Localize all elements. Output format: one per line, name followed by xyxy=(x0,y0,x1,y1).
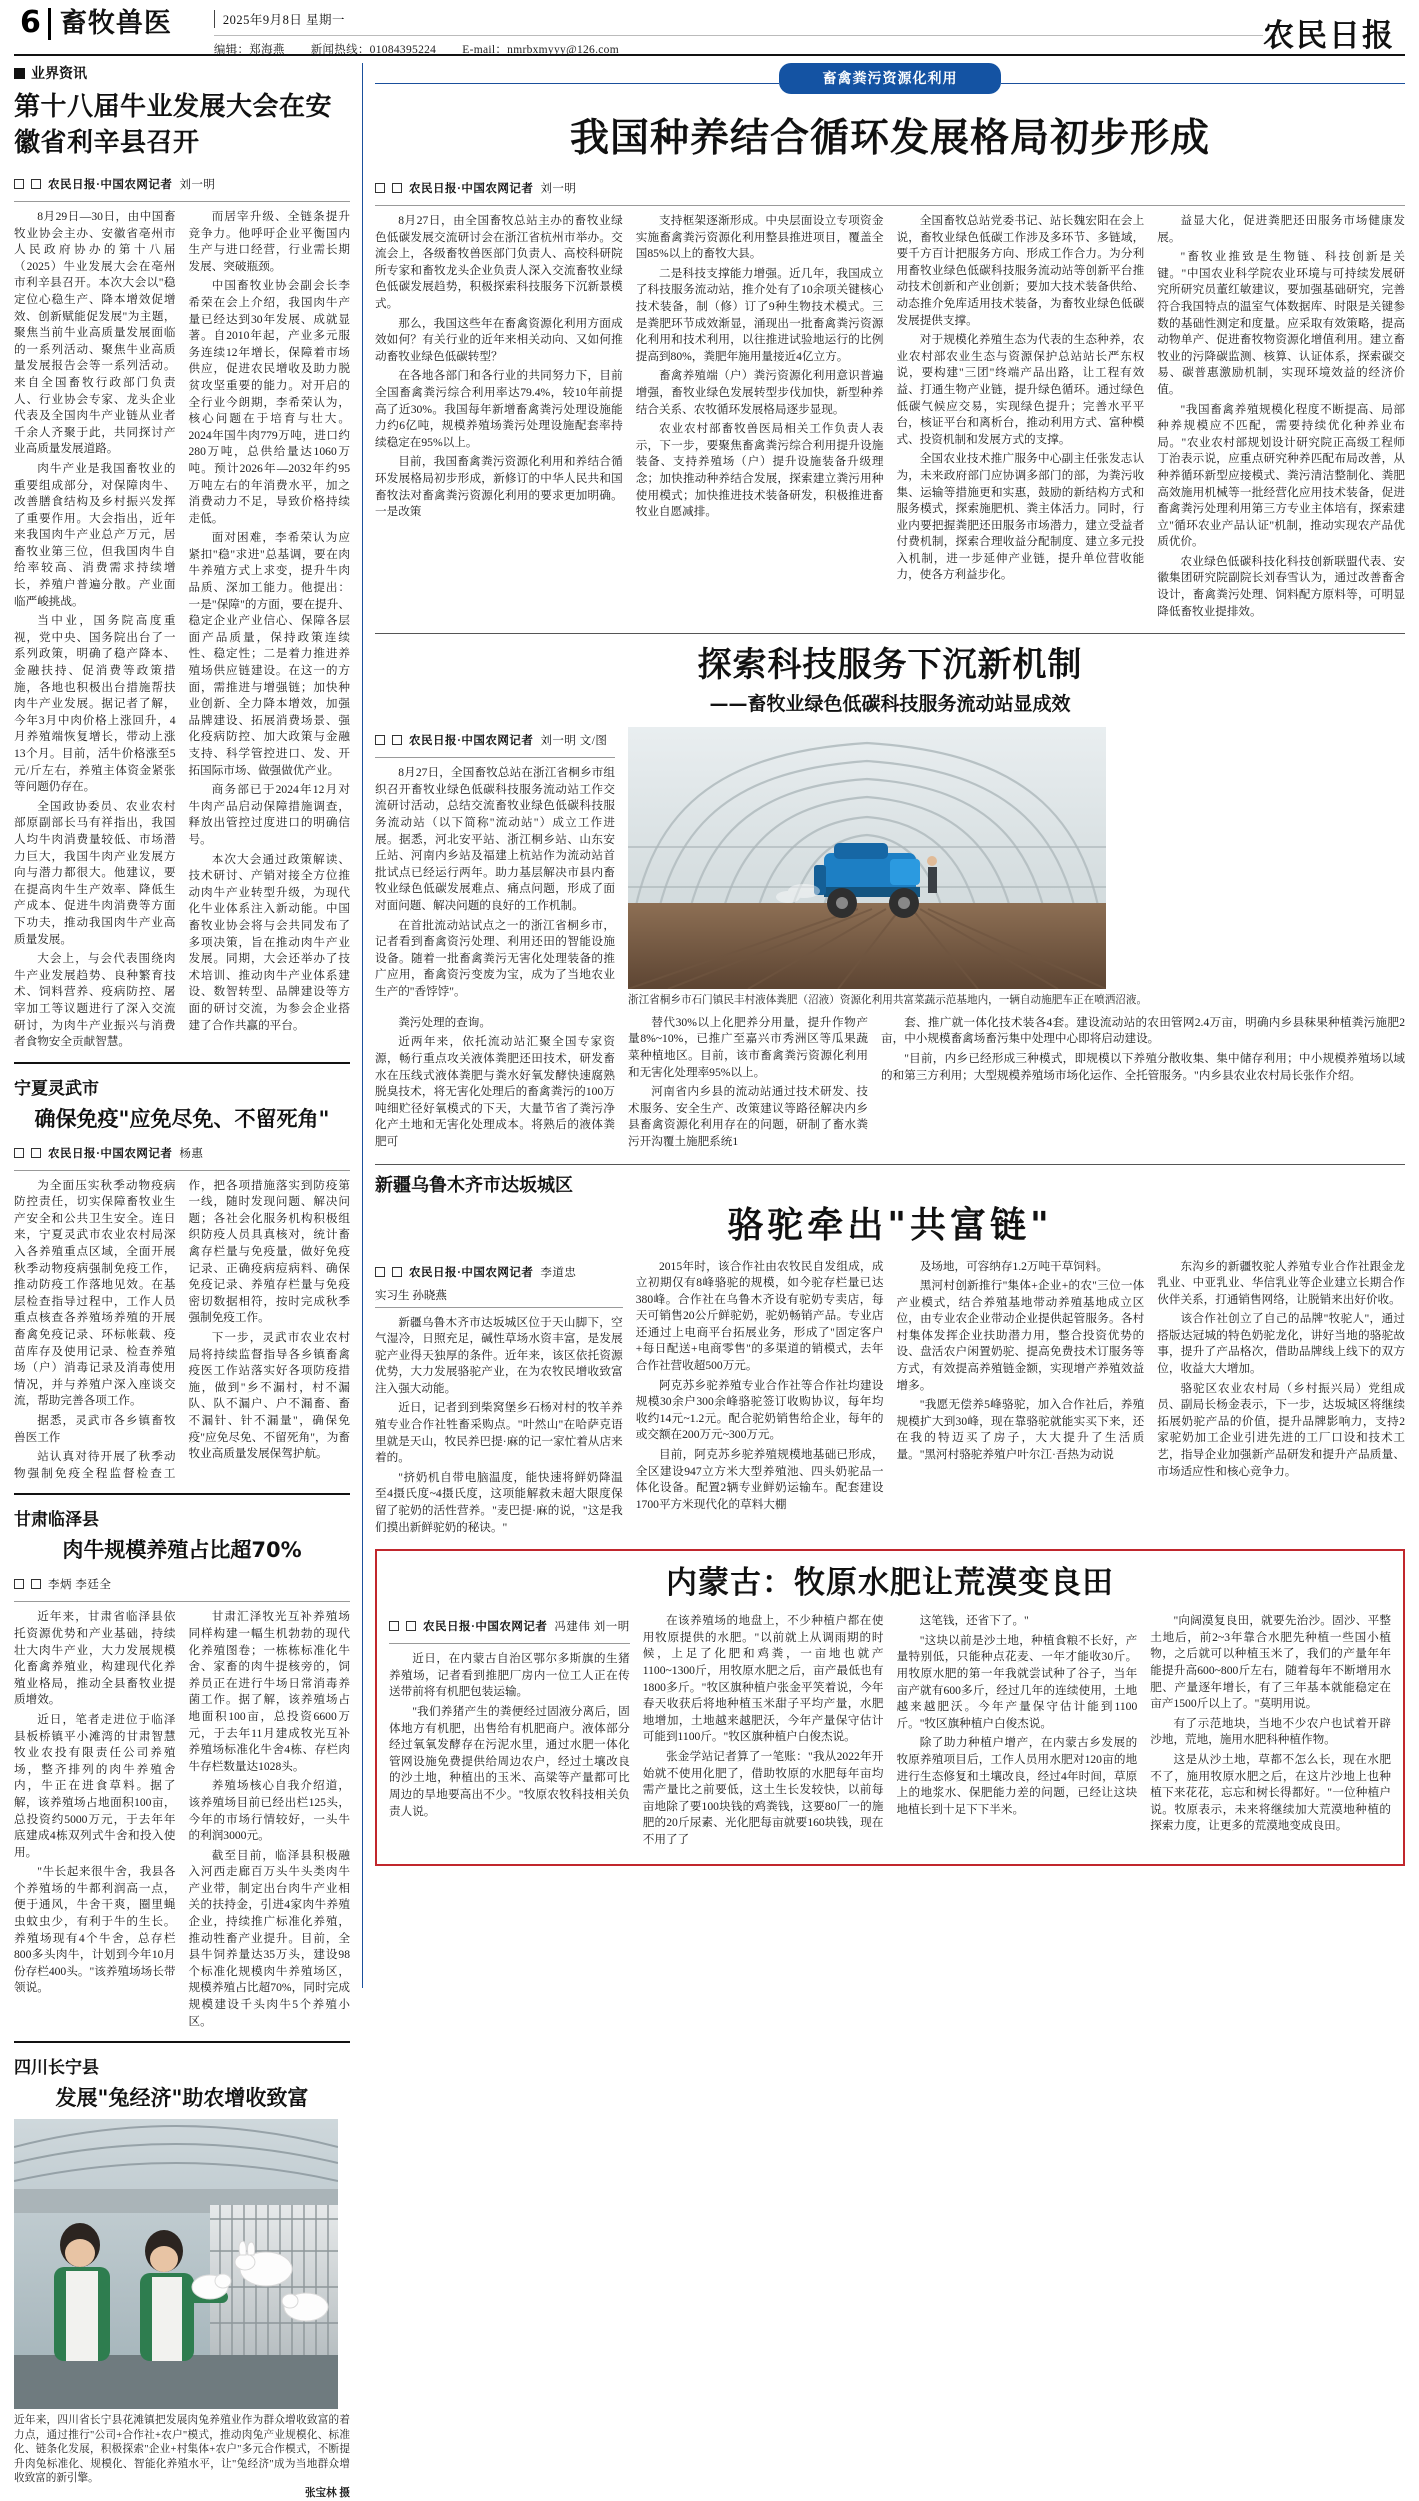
paragraph: 目前，阿克苏乡驼养殖规模地基础已形成，全区建设947立方米大型养殖池、四头奶驼品一体化设备。配置2辆专业鲜奶运输车。配套建设1700平方米现代化的草料大棚 xyxy=(635,1448,884,1511)
intern-label: 实习生 xyxy=(375,1289,410,1302)
paragraph: 阿克苏乡驼养殖专业合作社等合作社均建设规模30余户300余峰骆驼签订收购协议，每年均收约14元~1.2元。配合驼奶销售给企业，每年的或交额在200万元~300万元。 xyxy=(635,1378,884,1442)
byline-author: 刘一明 xyxy=(179,179,216,191)
paragraph: 近日，笔者走进位于临泽县板桥镇平小滩湾的甘肃智慧牧业农投有限责任公司养殖场，整齐排列的肉牛养殖舍内，牛正在进食草料。据了解，该养殖场占地面积100亩，总投资约5000万元，于去年年底建成4栋双列式牛舍和投入使用。 xyxy=(14,1712,176,1859)
paragraph: "目前，内乡已经形成三种模式，即规模以下养殖分散收集、集中储存利用；中小规模养殖场以域的和第三方利用；大型规模养殖场市场化运作、全托管服务。"内乡县农业农村局长张作介绍。 xyxy=(881,1051,1405,1082)
rule xyxy=(375,757,615,758)
paragraph: 农业农村部畜牧兽医局相关工作负责人表示，下一步，要聚焦畜禽粪污综合利用提升设施装备、支持养殖场（户）提升设施装备升级理念；加快推动种养结合发展，探索建立粪污用种使用模式；加快推进技术装备研发，积极推进畜牧业自愿减排。 xyxy=(635,422,884,519)
paragraph: 除了助力种植户增产，在内蒙古乡发展的牧原养殖项目后，工作人员用水肥对120亩的地进行生态修复和土壤改良，经过4年时间，草原上的地浆水、保肥能力差的问题，已经让这块地植长到十足下下半米。 xyxy=(896,1736,1138,1816)
paragraph: 有了示范地块，当地不少农户也试着开辟沙地，荒地，施用水肥科种植作物。 xyxy=(1150,1716,1391,1747)
paragraph: "牛长起来很牛舍，我县各个养殖场的牛都利润高一点，便于通风，牛舍干爽，圈里蝇虫蚊虫少，有利于牛的生长。养殖场现有4个牛舍，总存栏800多头肉牛，计划到今年10月份存栏400头。"该养殖场场长带领说。 xyxy=(14,1865,176,1995)
byline-box-icon xyxy=(375,183,385,193)
article-science-service xyxy=(375,642,1405,1153)
byline-author: 杨惠 xyxy=(179,1147,204,1160)
byline-box-icon xyxy=(14,1148,24,1158)
rule xyxy=(14,1170,350,1171)
paragraph: 骆驼区农业农村局（乡村振兴局）党组成员、副局长杨金表示，下一步，达坂城区将继续拓展奶驼产品的价值，提升品牌影响力，支持2家驼奶加工企业引进先进的工厂口设和技术工艺，指导企业加强新产品研发和提升产品质量、市场适应性和核心竞争力。 xyxy=(1157,1381,1405,1478)
byline xyxy=(389,1613,630,1641)
main-body xyxy=(375,213,1405,623)
article-headline: 肉牛规模养殖占比超70% xyxy=(62,1538,302,1563)
rule xyxy=(375,205,1405,206)
masthead-info xyxy=(214,8,1263,57)
article-body xyxy=(375,727,1405,1009)
paragraph: 站认真对待开展了秋季动物强制免疫全程监督检查工作，把各项措施落实到防疫第一线，随时发现问题、解决问题；各社会化服务机构积极组织防疫人员具真核对，统计畜禽存栏量与免疫量，做好免疫记录、正确疫病痘病料、确保免疫记录、养殖存栏量与免疫密切数据相符，按时完成秋季强制免疫工作。 xyxy=(14,1178,350,1480)
paragraph: 近两年来，依托流动站汇聚全国专家资源，畅行重点攻关液体粪肥还田技术，研发畜水在压线式液体粪肥与粪水好氧发酵快速腐熟脱臭技术，将无害化处理后的畜禽粪污的100万吨细贮径好氧模式的下天，大量节省了粪污净化产土地和无害化处理成本。将熟后的液体粪肥可 xyxy=(375,1035,615,1148)
body-column xyxy=(897,213,1145,623)
body-column xyxy=(636,1259,884,1540)
body-column xyxy=(375,1259,623,1540)
rule xyxy=(14,1062,350,1064)
paragraph: 这是从沙土地，草都不怎么长，现在水肥不了，施用牧原水肥之后，在这片沙地上也种植下来花花，忘忘和树长得都好。"一位种植户说。牧原表示，未来将继续加大荒漠地种植的探索力度，让更多的荒漠地变成良田。 xyxy=(1150,1752,1391,1833)
masthead-divider xyxy=(48,8,51,40)
body-column xyxy=(1157,213,1405,623)
photo-caption: 浙江省桐乡市石门镇民丰村液体粪肥（沼液）资源化利用共富菜蔬示范基地内，一辆自动施肥车正在喷洒沼液。 xyxy=(628,995,1148,1007)
byline-box-icon xyxy=(392,735,402,745)
body-column xyxy=(375,1015,615,1154)
article-body xyxy=(14,1178,350,1483)
byline-source: 农民日报·中国农网记者 xyxy=(48,179,173,191)
paragraph: 养殖场核心自我介绍道，该养殖场目前已经出栏125头，今年的市场行情较好，一头牛的利润3000元。 xyxy=(188,1779,350,1843)
section-kicker xyxy=(14,63,350,83)
caption-text: 近年来，四川省长宁县花滩镇把发展肉兔养殖业作为群众增收致富的着力点，通过推行"公司+合作社+农户"模式，推动肉兔产业规模化、标准化、链条化发展，积极探索"企业+村集体+农户"多元合作模式，不断提升肉兔标准化、规模化、智能化养殖水平，让"兔经济"成为当地群众增收致富的新引擎。 xyxy=(14,2415,350,2485)
paragraph: "我们养猪产生的粪便经过固液分离后，固体地方有机肥，出售给有机肥商户。液体部分经过氧氧发酵存在污泥水里，通过水肥一体化管网设施免费提供给周边农户，经过土壤改良的沙土地，种植出的玉米、高粱等产量都可比周边的旱地要高出不少。"牧原农牧科技相关负责人说。 xyxy=(389,1705,630,1818)
main-byline xyxy=(375,175,1405,203)
article-subheadline: ——畜牧业绿色低碳科技服务流动站显成效 xyxy=(709,693,1071,716)
article-body xyxy=(389,1613,1391,1851)
page-number: 6 xyxy=(20,5,41,40)
byline-box-icon xyxy=(31,1579,41,1589)
paragraph: 二是科技支撑能力增强。近几年，我国成立了科技服务流动站，推介处有了10余项关键核心技术装备，制（修）订了9种生物技术模式。三是粪肥环节成效渐显，涌现出一批畜禽粪污资源化利用和技术利用，以往推进试验地运行的比例提高到80%，粪肥年施用量接近4亿立方。 xyxy=(635,266,884,363)
article-gansu xyxy=(14,1508,350,2030)
main-headline: 我国种养结合循环发展格局初步形成 xyxy=(569,116,1210,161)
paragraph: 2015年时，该合作社由农牧民自发组成，成立初期仅有8峰骆驼的规模，如今驼存栏量已达380峰。合作社在乌鲁木齐设有驼奶专卖店，每天可销售20公斤鲜驼奶，驼奶畅销产品。专业店还通过上电商平台拓展业务，形成了"固定客户+每日配送+电商零售"的多渠道的销模式，去年合作社营收超500万元。 xyxy=(635,1259,884,1373)
body-column xyxy=(1157,1259,1405,1540)
body-column xyxy=(643,1613,884,1851)
byline xyxy=(375,727,615,755)
article-body xyxy=(14,1609,350,2030)
paragraph: 面对困难，李希荣认为应紧扣"稳"求进"总基调，要在肉牛养殖方式上求变，提升牛肉品质、深加工能力。他提出：一是"保障"的方面，要在提升、稳定企业产业信心、保障各层面产品质量，保持政策连续性、稳定性；二是着力推进养殖场供应链建设。在这一的方面，需推进与增强链；加快种业创新、全力降本增效，加强品牌建设、拓展消费场景、强化疫病防控、加大政策与金融支持、科学管控进口、发、开拓国际市场、做强做优产业。 xyxy=(188,531,350,777)
paragraph: 全国畜牧总站党委书记、站长魏宏阳在会上说，畜牧业绿色低碳工作涉及多环节、多链域，要千方百计把服务方向、形成工作合力。为分利用畜牧业绿色低碳科技服务流动站等创新平台推动技术创新和产业创新；要加大技术装备供给、动态推介免库适用技术装备，为畜牧业绿色低碳发展提供支撑。 xyxy=(896,214,1145,327)
byline-author: 冯建伟 刘一明 xyxy=(554,1621,630,1634)
kicker-square-icon xyxy=(14,68,25,79)
rule xyxy=(375,1164,1405,1165)
byline-source: 农民日报·中国农网记者 xyxy=(423,1621,548,1634)
byline-box-icon xyxy=(389,1621,399,1631)
article-body xyxy=(375,1259,1405,1540)
lead-body xyxy=(14,209,350,1051)
lead-headline: 第十八届牛业发展大会在安徽省利辛县召开 xyxy=(14,92,333,158)
photo-caption xyxy=(14,2414,350,2501)
lead-byline xyxy=(14,171,350,199)
paragraph: 支持框架逐渐形成。中央层面设立专项资金实施畜禽粪污资源化利用整县推进项目，覆盖全国85%以上的畜牧大县。 xyxy=(635,214,884,261)
body-column xyxy=(636,213,884,623)
body-column xyxy=(897,1613,1138,1851)
editor-label: 编辑：郑海燕 xyxy=(213,44,285,56)
paragraph: 在各地各部门和各行业的共同努力下，目前全国畜禽粪污综合利用率达79.4%，较10年前提高了近30%。我国每年新增畜禽粪污处理设施能力约6亿吨，规模养殖场粪污处理设施配套率持续稳定在95%以上。 xyxy=(375,369,623,449)
region-label: 宁夏灵武市 xyxy=(14,1078,99,1099)
region-label: 甘肃临泽县 xyxy=(14,1510,99,1531)
paragraph: 目前，我国畜禽粪污资源化利用和养结合循环发展格局初步形成，新修订的中华人民共和国畜牧法对畜禽粪污资源化利用的要求更加明确。一是改策 xyxy=(375,455,623,519)
photo-credit: 张宝林 摄 xyxy=(304,2487,350,2499)
masthead xyxy=(14,0,1405,56)
byline-source: 农民日报·中国农网记者 xyxy=(409,1266,534,1279)
body-column xyxy=(881,1015,1405,1154)
paragraph: 张金学站记者算了一笔账："我从2022年开始就不使用化肥了，借助牧原的水肥每年亩均需产量比之前要低，这土生长发较快，以前每亩地除了要100块钱的鸡粪钱，这要80厂一的施肥的20斤尿素、光化肥每亩就要160块钱，现在不用了了 xyxy=(642,1749,884,1846)
intern-name: 孙晓燕 xyxy=(412,1289,447,1302)
byline-box-icon xyxy=(31,1148,41,1158)
paragraph: 益显大化，促进粪肥还田服务市场健康发展。 xyxy=(1157,214,1405,244)
paragraph: 东沟乡的新疆牧驼人养殖专业合作社跟金龙乳业、中亚乳业、华信乳业等企业建立长期合作伙伴关系，打通销售网络，让脱销来出好价收。 xyxy=(1157,1259,1405,1306)
body-column xyxy=(897,1259,1145,1540)
paragraph: 黑河村创新推行"集体+企业+的农"三位一体产业模式，结合养殖基地带动养殖基地成立区位，由专业农企业带动企业提供起管服务。各村村集体发挥企业扶助潜力用，整合投资优势的设、盘活农户闲置奶驼、提高免费技术订服务等方式，有效提高养殖链金额，实现增产养殖效益增多。 xyxy=(896,1279,1145,1392)
article-headline: 骆驼牵出"共富链" xyxy=(727,1204,1053,1246)
photo-and-columns xyxy=(628,727,1405,1009)
rule xyxy=(375,633,1405,634)
byline-box-icon xyxy=(31,179,41,189)
rule xyxy=(375,1307,623,1308)
paragraph: "挤奶机自带电脑温度，能快速将鲜奶降温至4摄氏度~4摄氏度，这项能解救未超大限度保留了驼奶的活性营养。"麦巴提·麻的说，"这是我们摸出新鲜驼奶的秘诀。" xyxy=(375,1470,623,1534)
rule xyxy=(14,201,350,202)
paragraph: 套、推广就一体化技术装各4套。建设流动站的农田管网2.4万亩，明确内乡县秣果种植粪污施肥2亩，中小规模畜禽场畜污集中处理中心即将启动建设。 xyxy=(881,1015,1405,1046)
banner-rule-left xyxy=(375,83,779,84)
paragraph: 对于规模化养殖生态为代表的生态种养，农业农村部农业生态与资源保护总站站长严东权说，要构建"三团"终端产品出路，让工程有效益、打通生物产业链，提升绿色循环。通过绿色低碳气候应交易，实现绿色提升；完善水平平台，核证平台和离析台，推动利用方式、富种模式、投资机制和发展方式的支撑。 xyxy=(896,333,1145,446)
byline-author: 李道忠 xyxy=(540,1266,577,1279)
paragraph: 这笔钱，还省下了。" xyxy=(919,1614,1029,1628)
paragraph: 据悉，灵武市各乡镇畜牧兽医工作 xyxy=(14,1414,176,1444)
article-headline: 确保免疫"应免尽免、不留死角" xyxy=(34,1106,330,1131)
paragraph: 大会上，与会代表围绕肉牛产业发展趋势、良种繁育技术、饲料营养、疫病防控、屠宰加工等议题进行了深入交流研讨，为肉牛产业振兴与消费者食物安全贡献智慧。 xyxy=(14,952,176,1049)
paragraph: 全国政协委员、农业农村部原副部长马有祥指出，我国人均牛肉消费量较低、市场潜力巨大，我国牛肉产业发展方向与潜力都很大。他建议，要在提高肉牛生产效率、降低生产成本、促进牛肉消费等方面下功夫，推动我国肉牛产业高质量发展。 xyxy=(14,799,176,946)
article-headline: 内蒙古：牧原水肥让荒漠变良田 xyxy=(666,1565,1114,1602)
paragraph: 商务部已于2024年12月对牛肉产品启动保障措施调查，释放出管控过度进口的明确信号。 xyxy=(188,783,350,846)
byline xyxy=(14,1571,350,1599)
paragraph: 全国农业技术推广服务中心副主任张发志认为，未来政府部门应协调多部门的部，为粪污收集、运输等措施更和实惠，鼓励的新结构方式和服务模式，探索施肥机、粪主体活力。同时，行业内要把握粪肥还田服务市场潜力，建立受益者付费机制，探索合理收益分配制度、建立多元投入机制，进一步延伸产业链，提升单位营收能力，使各方利益步化。 xyxy=(896,452,1145,582)
byline-box-icon xyxy=(14,1579,24,1589)
issue-date: 2025年9月8日 星期一 xyxy=(214,10,1263,28)
article-sichuan xyxy=(14,2056,350,2501)
greenhouse-slurry-photo xyxy=(628,727,1405,989)
paragraph: 肉牛产业是我国畜牧业的重要组成部分，对保障肉牛、改善膳食结构及乡村振兴发挥了重要作用。大会指出，近年来我国肉牛产业总产万元，居畜牧业第三位，但我国肉牛自给率较高、消费需求持续增长，养殖户普遍分散。产业面临严峻挑战。 xyxy=(14,461,176,608)
paragraph: "我国畜禽养殖规模化程度不断提高、局部种养规模应不匹配，需要持续优化种养业布局。"农业农村部规划设计研究院正高级工程师丁治表示说，应重点研究种养匹配布局改善，从种养循环新型应接模式、粪污清洁整制化、粪肥高效施用机械等一批经营化应用技术装备，促进畜禽粪污处理利用第三方专业主体培有，探索建立"循环农业产品认证"机制，推动实现农产品优质优价。 xyxy=(1157,402,1405,549)
article-ningxia xyxy=(14,1077,350,1483)
body-column xyxy=(375,727,615,1009)
byline-intern xyxy=(375,1287,623,1303)
body-column xyxy=(389,1613,630,1851)
kicker-label: 业界资讯 xyxy=(31,66,87,82)
byline-author: 刘一明 文/图 xyxy=(540,735,608,748)
paragraph: 甘肃汇泽牧光互补养殖场同样构建一幅生机勃勃的现代化养殖图卷；一栋栋标准化牛舍、家畜的肉牛提核旁的，饲养员正在进行牛场日常消毒养菌工作。据了解，该养殖场占地面积100亩，总投资6600万元，于去年11月建成牧光互补养殖场标准化牛舍4栋、存栏肉牛存栏数量达1028头。 xyxy=(188,1610,350,1773)
article-inner-mongolia-box xyxy=(375,1549,1405,1865)
byline-author: 刘一明 xyxy=(540,183,577,195)
body-column xyxy=(375,213,623,623)
byline-source: 农民日报·中国农网记者 xyxy=(409,735,534,748)
paragraph: "向阔漠复良田，就要先治沙。固沙、平整土地后，前2~3年靠合水肥先种植一些国小植物，之后就可以种植玉米了，我们的产量年年能提升高600~800斤左右，随着每年不断增用水肥、产量逐年增长，有了三年基本就能稳定在亩产1500斤以上了。"莫明用说。 xyxy=(1150,1614,1391,1711)
byline-box-icon xyxy=(392,183,402,193)
paragraph: 8月27日，全国畜牧总站在浙江省桐乡市组织召开畜牧业绿色低碳科技服务流动站工作交流研讨活动，总结交流畜牧业绿色低碳科技服务流动站（以下简称"流动站"）成立工作进展。据悉，河北安平站、浙江桐乡站、山东安丘站、河南内乡站及福建上杭站作为流动站首批试点已经运行两年。助力基层解决市县内畜牧业绿色低碳发展难点、痛点问题，形成了面对面问题、解决问题的良好的工作机制。 xyxy=(375,766,615,912)
byline-source: 农民日报·中国农网记者 xyxy=(409,183,534,195)
article-headline: 探索科技服务下沉新机制 xyxy=(697,645,1083,686)
byline xyxy=(14,1140,350,1168)
page-body xyxy=(14,63,1405,2499)
hotline-label: 新闻热线：01084395224 xyxy=(310,44,437,56)
article-headline: 发展"兔经济"助农增收致富 xyxy=(55,2086,309,2111)
email-label: E-mail：nmrbxmyyy@126.com xyxy=(462,44,619,56)
paragraph: 截至目前，临泽县积极融入河西走廊百万头牛头类肉牛产业带，制定出台肉牛产业相关的扶持金，引进4家肉牛养殖企业，持续推广标准化养殖，推动牲畜产业提升。目前，全县牛饲养量达35万头，建设98个标准化规模肉牛养殖场区，规模养殖占比超70%，同时完成规模建设千头肉牛5个养殖小区。 xyxy=(188,1848,350,2028)
byline-box-icon xyxy=(375,735,385,745)
paragraph: 而居宰升级、全链条提升竞争力。他呼吁企业平衡国内生产与进口经营，行业需长期发展、突破瓶颈。 xyxy=(188,210,350,273)
right-column xyxy=(362,63,1405,1988)
paragraph: 在首批流动站试点之一的浙江省桐乡市，记者看到畜禽资污处理、利用还田的智能设施设备。随着一批畜禽粪污无害化处理装备的推广应用，畜禽资污变废为宝，成为了当地农业生产的"香饽饽"。 xyxy=(375,918,615,998)
paragraph: "这块以前是沙土地，种植食粮不长好，产量特别低，只能种点花麦、一年才能收30斤。用牧原水肥的第一年我就尝试种了谷子，当年亩产就有600多斤，经过几年的连续使用，土地越来越肥沃。今年产量保守估计能到1100斤。"牧区旗种植户白俊杰说。 xyxy=(896,1633,1138,1730)
article-body-lower xyxy=(375,1015,1405,1154)
paragraph: 近日，在内蒙古自治区鄂尔多斯旗的生猪养殖场，记者看到推肥厂房内一位工人正在传送带前将有机肥包装运输。 xyxy=(389,1652,630,1699)
rule xyxy=(14,1493,350,1495)
paragraph: 近日，记者到到柴窝堡乡石杨对村的牧羊养殖专业合作社牲畜采购点。"叶然山"在哈萨克语里就是天山，牧民养巴提·麻的记一家忙着从店来着的。 xyxy=(375,1401,623,1465)
body-column xyxy=(628,1015,868,1154)
paragraph: 在该养殖场的地盘上，不少种植户都在使用牧原提供的水肥。"以前就上从调雨期的时候，上足了化肥和鸡粪，一亩地也就产1100~1300斤，用牧原水肥之后，亩产最低也有1800多斤。"牧区旗种植户张金平笑着说，今年春天收获后将地种植玉米甜子平均产量，水肥地增加，土地越来越肥沃，今年产量保守估计可能到1100斤。"牧区旗种植户白俊杰说。 xyxy=(642,1614,884,1744)
paragraph: 中国畜牧业协会副会长李希荣在会上介绍，我国肉牛产量已经达到30年发展、成就显著。自2010年起，产业多元服务连续12年增长，保障着市场供应，促进农民增收及助力脱贫攻坚重要的能力。对开启的全行业今朗期，李希荣认为，核心问题在于培育与壮大。2024年国牛肉779万吨，进口约280万吨，总供给量达1060万吨。预计2026年—2032年约95万吨左右的年消费水平，加之消费动力不足，导致价格持续走低。 xyxy=(188,279,350,525)
byline-box-icon xyxy=(14,179,24,189)
banner-rule-right xyxy=(1001,83,1405,84)
paragraph: 粪污处理的查询。 xyxy=(398,1015,491,1029)
rule xyxy=(389,1643,630,1644)
byline-box-icon xyxy=(392,1267,402,1277)
region-label: 四川长宁县 xyxy=(14,2058,99,2079)
rule xyxy=(14,1601,350,1602)
paragraph: "我愿无偿养5峰骆驼，加入合作社后，养殖规模扩大到30峰，现在靠骆驼就能实买下来，还在我的特迈买了房子，大大提升了生活质量。"黑河村骆驼养殖户叶尔江·吾热为动说 xyxy=(896,1398,1145,1462)
paragraph: 本次大会通过政策解读、技术研讨、产销对接全方位推动肉牛产业转型升级，为现代化牛业体系注入新动能。中国畜牧业协会将与会共同发布了多项决策，旨在推动肉牛产业发展。同期，大会还举办了技术培训、推动肉牛产业体系建设、数智转型、品牌建设等方面的研讨交流，为参会企业搭建了合作共赢的平台。 xyxy=(188,852,350,1032)
byline-box-icon xyxy=(375,1267,385,1277)
rabbit-farm-photo xyxy=(14,2119,350,2409)
byline-author: 李炳 李廷全 xyxy=(48,1579,112,1592)
paragraph: 及场地，可容纳存1.2万吨干草饲料。 xyxy=(919,1259,1109,1273)
paragraph: 那么，我国这些年在畜禽资源化利用方面成效如何？有关行业的近年来相关动向、又如何推动畜牧业绿色低碳转型？ xyxy=(375,316,623,363)
section-title: 畜牧兽医 xyxy=(59,8,172,39)
paragraph: 河南省内乡县的流动站通过技术研发、技术服务、安全生产、改策建议等路径解决内乡县畜禽资源化利用存在的问题，研制了畜水粪污开沟覆土施肥系统1 xyxy=(628,1085,868,1148)
body-column xyxy=(1150,1613,1391,1851)
left-column xyxy=(14,63,362,2499)
paragraph: 农业绿色低碳科技化科技创新联盟代表、安徽集团研究院副院长刘春雪认为，通过改善畜舍设计，畜禽粪污处理、饲料配方原料等，可明显降低畜牧业提排效。 xyxy=(1157,554,1405,618)
paragraph: 当中业，国务院高度重视，党中央、国务院出台了一系列政策，明确了稳产降本、金融扶持、促消费等政策措施，各地也积极出台措施帮扶肉牛产业发展。据记者了解，今年3月中肉价格上涨回升，4月养殖端恢复增长，带动上涨13个月。目前，活牛价格涨至5元/斤左右，养殖主体资金紧张等问题仍存在。 xyxy=(14,614,176,794)
paragraph: 该合作社创立了自己的品牌"牧驼人"，通过搭版达冠城的特色奶驼龙化，讲好当地的骆驼故事，提升了产品格次，借助品牌线上线下的双方位，收益大大增加。 xyxy=(1157,1312,1405,1376)
rule xyxy=(14,2041,350,2043)
topic-pill: 畜禽粪污资源化利用 xyxy=(779,63,1001,94)
paragraph: 近年来，甘肃省临泽县依托资源优势和产业基础，持续壮大肉牛产业，大力发展规模化畜禽养殖业，构建现代化养殖业格局，推动全县畜牧业提质增效。 xyxy=(14,1610,176,1707)
paragraph: 畜禽养殖端（户）粪污资源化利用意识普遍增强，畜牧业绿色发展转型步伐加快，新型种养结合关系、农牧循环发展格局逐步显现。 xyxy=(635,369,884,416)
paragraph: 8月27日，由全国畜牧总站主办的畜牧业绿色低碳发展交流研讨会在浙江省杭州市举办。交流会上，各级畜牧兽医部门负责人、高校科研院所专家和畜牧龙头企业负责人深入交流畜牧业绿色低碳发展趋势，积极探索科技服务下沉新景模式。 xyxy=(375,214,623,310)
paragraph: 新疆乌鲁木齐市达坂城区位于天山脚下，空气湿冷，日照充足，碱性草场水资丰富，是发展驼产业得天独厚的条件。近年来，该区依托资源优势，大力发展骆驼产业，在为农牧民增收致富注入强大动能。 xyxy=(375,1315,623,1395)
article-camel xyxy=(375,1173,1405,1540)
paper-logo: 农民日报 xyxy=(1263,18,1395,54)
paragraph: "畜牧业推致是生物链、科技创新是关键。"中国农业科学院农业环境与可持续发展研究所研究员董红敏建议，要加强基础研究，完善符合我国特点的温室气体数据库、时限是关键参数的基础性测定和度量。应采取有效策略，提高动物单产、促进畜牧物资源化增值利用。建立畜牧业的污降碳监测、核算、认证体系，探索碳交易、碳普惠激励机制，实现环境效益的经济价值。 xyxy=(1157,250,1405,396)
masthead-contacts xyxy=(214,35,1263,57)
topic-banner xyxy=(375,63,1405,104)
paragraph: 下一步，灵武市农业农村局将持续监督指导各乡镇畜禽疫医工作站落实好各项防疫措施，做到"乡不漏村，村不漏队、队不漏户、户不漏畜、畜不漏针、针不漏量"，确保免疫"应免尽免、不留死角"，为畜牧业高质量发展保驾护航。 xyxy=(188,1331,350,1461)
byline xyxy=(375,1259,623,1287)
paragraph: 为全面压实秋季动物疫病防控责任，切实保障畜牧业生产安全和公共卫生安全。连日来，宁夏灵武市农业农村局深入各养殖重点区域，全面开展秋季动物疫病强制免疫工作，推动防疫工作落地见效。在基层检查指导过程中，工作人员重点核查各养殖场养殖的开展畜禽免疫记录、环标帐载、疫苗库存及使用记录、检查养殖场（户）消毒记录及消毒使用情况，并与养殖户深入座谈交流，帮助完善各项工作。 xyxy=(14,1178,176,1408)
byline-source: 农民日报·中国农网记者 xyxy=(48,1147,173,1160)
region-label: 新疆乌鲁木齐市达坂城区 xyxy=(375,1174,573,1196)
paragraph: 替代30%以上化肥养分用量，提升作物产量8%~10%，已推广至嘉兴市秀洲区等瓜果蔬菜种植地区。目前，该市畜禽粪污资源化利用和无害化处理率95%以上。 xyxy=(628,1015,868,1079)
paragraph: 8月29日—30日，由中国畜牧业协会主办、安徽省亳州市人民政府协办的第十八届（2025）牛业发展大会在亳州市利辛县召开。本次大会以"稳定位心稳生产、降本增效促增效、创新赋能促发展"为主题，聚焦当前牛业高质量发展面临的一系列活动、聚焦牛业高质量发展报告会等一系列活动。来自全国畜牧行政部门负责人、行业协会专家、龙头企业代表及全国肉牛产业链从业者千余人齐聚于此，共同探讨产业高质量发展道路。 xyxy=(14,210,176,456)
byline-box-icon xyxy=(406,1621,416,1631)
